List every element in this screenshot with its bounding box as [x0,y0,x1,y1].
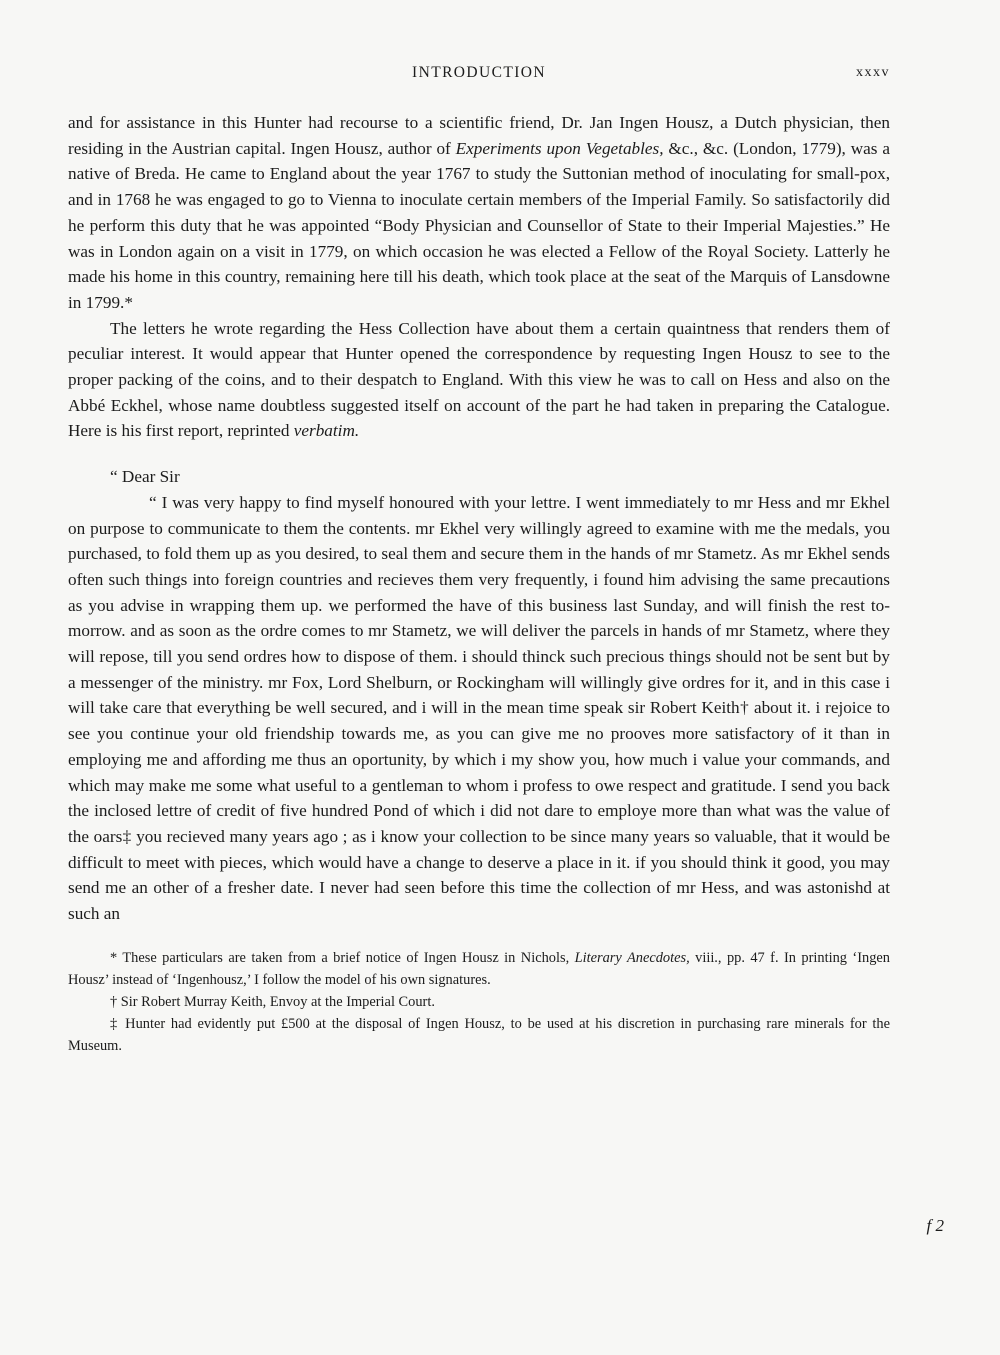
signature-mark: f 2 [926,1216,944,1235]
running-title: INTRODUCTION [412,64,546,81]
footnote-1-text-b: viii., pp. 47 f. In printing ‘Ingen Housz’ instead of ‘Ingenhousz,’ I follow the model of his own signatures. [68,949,890,988]
footnote-1 [68,947,890,991]
footnote-1-text-a: * These particulars are taken from a brief notice of Ingen Housz in Nichols, [110,949,575,966]
paragraph-2-verbatim: verbatim. [293,421,360,441]
page-number: xxxv [856,65,890,80]
letter-salutation: “ Dear Sir [110,467,180,487]
footnotes [68,947,890,1057]
page-header [68,62,890,90]
paragraph-2-text-a: The letters he wrote regarding the Hess Collection have about them a certain quaintness that renders them of peculiar interest. It would appear that Hunter opened the correspondence by requesting Ingen Housz to see to the proper packing of the coins, and to their despatch to England. With this view he was to call on Hess and also on the Abbé Eckhel, whose name doubtless suggested itself on account of the part he had taken in preparing the Catalogue. Here is his first report, reprinted [68,318,890,441]
paragraph-1-text-b: &c., &c. (London, 1779), was a native of Breda. He came to England about the year 1767 to study the Suttonian method of inoculating for small-pox, and in 1768 he was engaged to go to Vienna to inoculate certain members of the Imperial Family. So satisfactorily did he perform this duty that he was appointed “Body Physician and Counsellor of State to their Imperial Majesties.” He was in London again on a visit in 1779, on which occasion he was elected a Fellow of the Royal Society. Latterly he made his home in this country, remaining here till his death, which took place at the seat of the Marquis of Lansdowne in 1799.* [68,138,890,312]
footnote-3: ‡ Hunter had evidently put £500 at the disposal of Ingen Housz, to be used at his discretion in purchasing rare minerals for the Museum. [68,1015,890,1054]
footnote-2: † Sir Robert Murray Keith, Envoy at the Imperial Court. [110,993,435,1010]
paragraph-1-text-a: and for assistance in this Hunter had recourse to a scientific friend, Dr. Jan Ingen Housz, a Dutch physician, then residing in the Austrian capital. Ingen Housz, author of [68,113,890,158]
paragraph-1-book-title: Experiments upon Vegetables, [455,138,664,158]
paragraph-2 [68,316,890,445]
quoted-letter [68,464,890,927]
footnote-1-book-title: Literary Anecdotes, [574,949,690,966]
main-text [68,110,890,444]
paragraph-1 [68,110,890,316]
page [68,62,890,1057]
letter-body: “ I was very happy to find myself honoured with your lettre. I went immediately to mr Hess and mr Ekhel on purpose to communicate to them the contents. mr Ekhel very willingly agreed to examine with me the medals, you purchased, to fold them up as you desired, to seal them and secure them in the hands of mr Stametz. As mr Ekhel sends often such things into foreign countries and recieves them very frequently, i found him advising the same precautions as you advise in wrapping them up. we performed the have of this business last Sunday, and will finish the rest to-morrow. and as soon as the ordre comes to mr Stametz, we will deliver the parcels in hands of mr Stametz, where they will repose, till you send ordres how to dispose of them. i should thinck such precious things should not be sent but by a messenger of the ministry. mr Fox, Lord Shelburn, or Rockingham will willingly give ordres for it, and in this case i will take care that everything be well secured, and i will in the mean time speak sir Robert Keith† about it. i rejoice to see you continue your old friendship towards me, as you can give me no prooves more satisfactory of it than in employing me and affording me thus an oportunity, by which i my show you, how much i value your commands, and which may make me some what useful to a gentleman to whom i profess to owe respect and gratitude. I send you back the inclosed lettre of credit of five hundred Pond of which i did not dare to employe more than what was the value of the oars‡ you recieved many years ago ; as i know your collection to be since many years so valuable, that it would be difficult to meet with pieces, which would have a change to deserve a place in it. if you should think it good, you may send me an other of a fresher date. I never had seen before this time the collection of mr Hess, and was astonishd at such an [68,492,890,924]
